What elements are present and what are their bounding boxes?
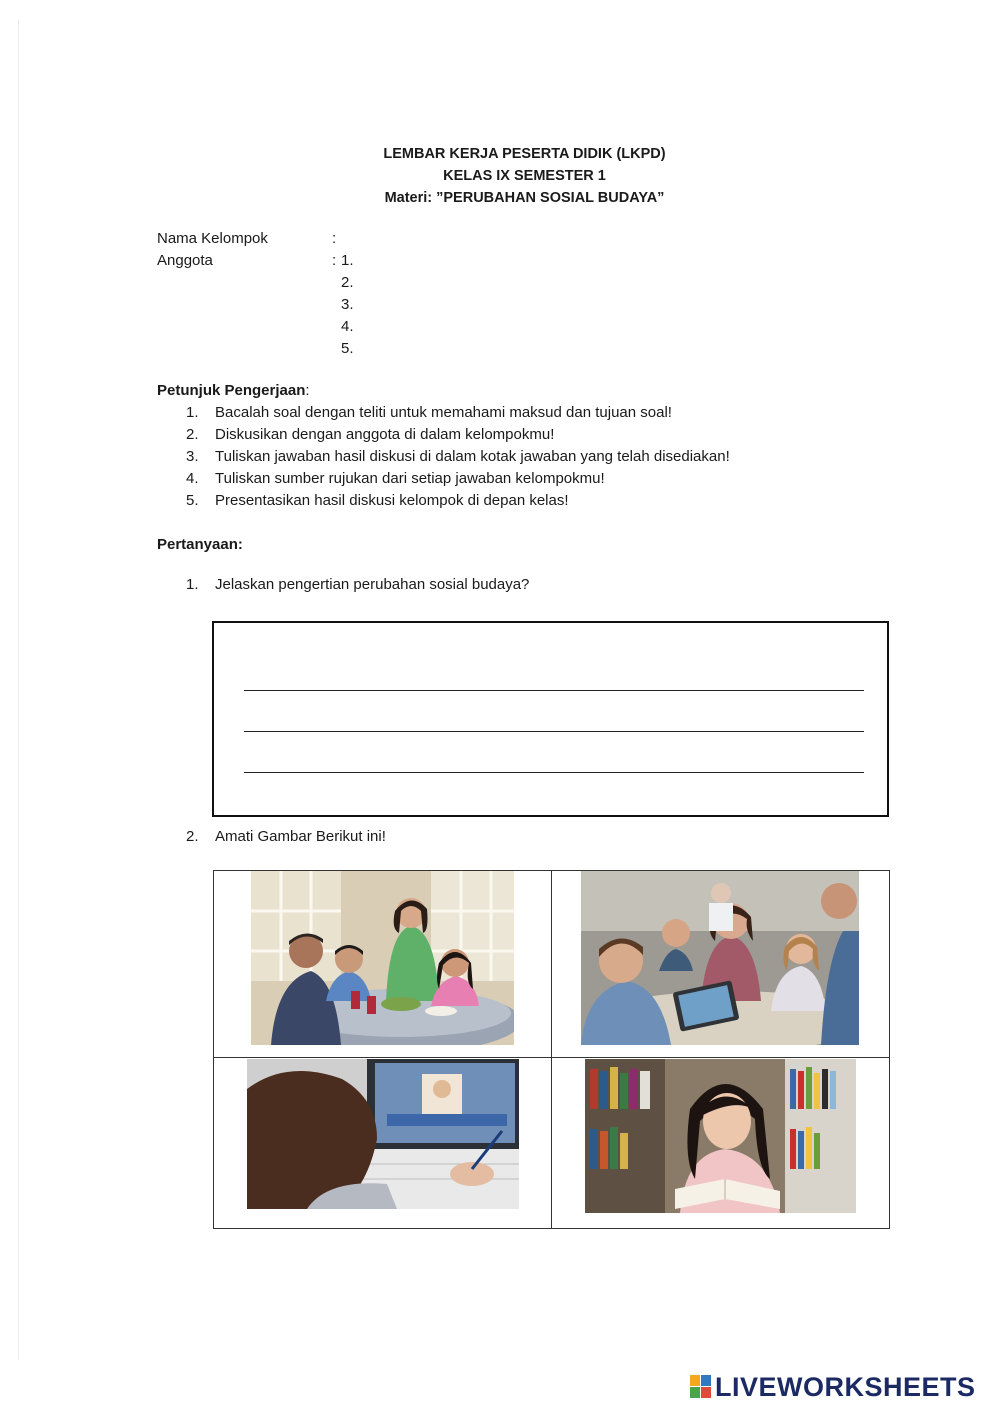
member-number: 3.: [341, 296, 354, 313]
instruction-text: Bacalah soal dengan teliti untuk memahami maksud dan tujuan soal!: [215, 404, 672, 421]
grid-divider-vertical: [551, 871, 552, 1228]
question-text: Amati Gambar Berikut ini!: [215, 828, 386, 845]
instructions-heading: [157, 380, 310, 402]
members-label: Anggota: [157, 252, 213, 269]
instruction-number: 5.: [186, 492, 199, 509]
question-number: 2.: [186, 828, 199, 845]
student-library-photo: [585, 1059, 856, 1213]
answer-line-1[interactable]: [244, 690, 864, 691]
instruction-text: Diskusikan dengan anggota di dalam kelompokmu!: [215, 426, 555, 443]
instruction-text: Tuliskan sumber rujukan dari setiap jawaban kelompokmu!: [215, 470, 605, 487]
group-name-colon: :: [332, 230, 337, 247]
worksheet-title: [50, 143, 999, 209]
instructions-heading-colon: :: [305, 382, 310, 399]
instruction-number: 1.: [186, 404, 199, 421]
instruction-number: 4.: [186, 470, 199, 487]
answer-line-2[interactable]: [244, 731, 864, 732]
liveworksheets-logo-icon: [690, 1375, 712, 1399]
title-line-3: Materi: ”PERUBAHAN SOSIAL BUDAYA”: [384, 190, 665, 206]
family-with-devices-photo: [581, 871, 859, 1045]
group-name-label: Nama Kelompok: [157, 230, 268, 247]
answer-line-3[interactable]: [244, 772, 864, 773]
question-number: 1.: [186, 576, 199, 593]
family-dinner-photo: [251, 871, 514, 1045]
member-number: 4.: [341, 318, 354, 335]
image-grid: [213, 870, 890, 1229]
answer-box: [212, 621, 889, 817]
liveworksheets-logo-text: LIVEWORKSHEETS: [715, 1371, 976, 1402]
instruction-text: Presentasikan hasil diskusi kelompok di depan kelas!: [215, 492, 569, 509]
page-edge: [18, 20, 19, 1360]
question-text: Jelaskan pengertian perubahan sosial budaya?: [215, 576, 530, 593]
member-number: 1.: [341, 252, 354, 269]
student-laptop-photo: [247, 1059, 519, 1209]
instruction-number: 2.: [186, 426, 199, 443]
instruction-number: 3.: [186, 448, 199, 465]
members-colon: :: [332, 252, 337, 269]
grid-divider-horizontal: [214, 1057, 889, 1058]
instruction-text: Tuliskan jawaban hasil diskusi di dalam kotak jawaban yang telah disediakan!: [215, 448, 730, 465]
title-line-2: KELAS IX SEMESTER 1: [443, 168, 606, 184]
member-number: 2.: [341, 274, 354, 291]
liveworksheets-logo: [690, 1372, 976, 1402]
questions-heading: Pertanyaan:: [157, 536, 243, 553]
member-number: 5.: [341, 340, 354, 357]
title-line-1: LEMBAR KERJA PESERTA DIDIK (LKPD): [383, 146, 666, 162]
instructions-heading-text: Petunjuk Pengerjaan: [157, 382, 306, 399]
